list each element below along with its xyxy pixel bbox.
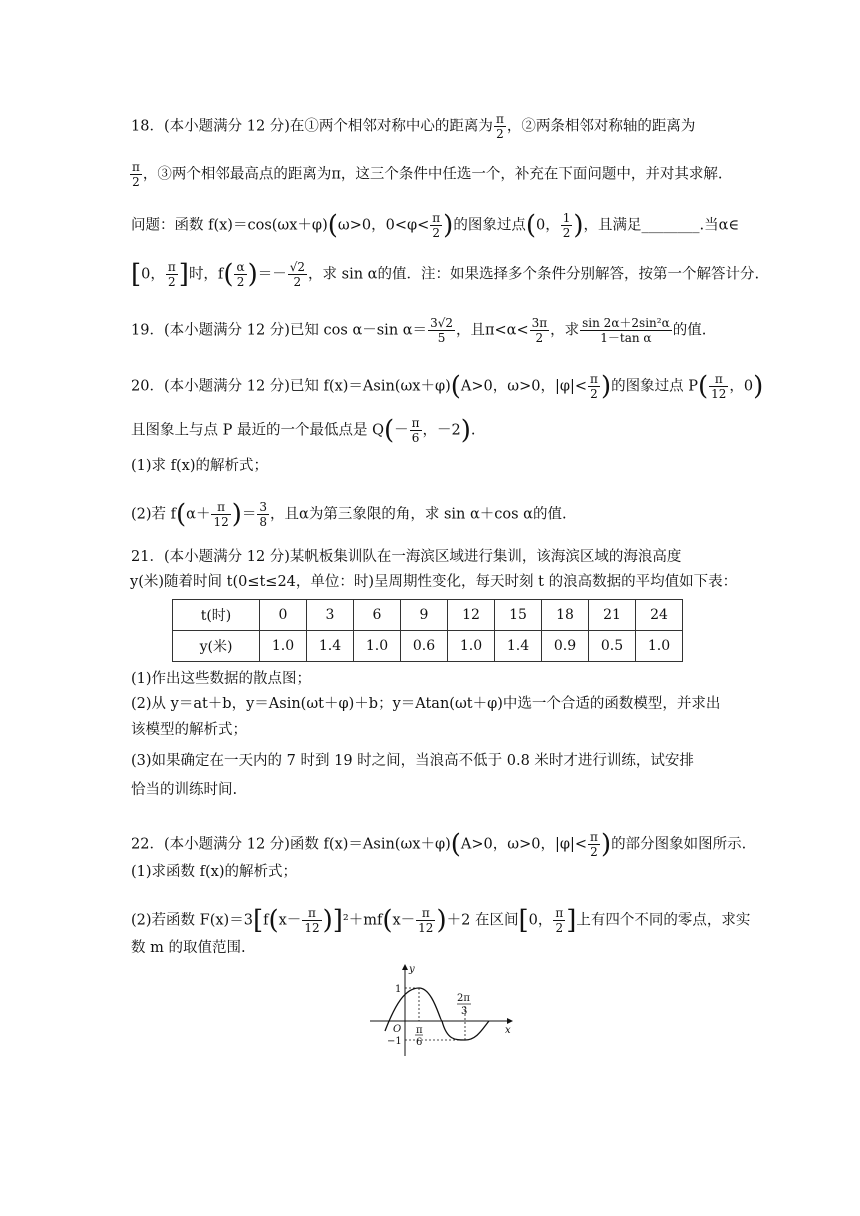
- table-cell: 0.6: [401, 631, 448, 662]
- tick-x1-den: 6: [416, 1037, 423, 1048]
- y-axis-arrow: [402, 964, 408, 970]
- q18-line1: [131, 112, 731, 141]
- table-cell: 1.4: [495, 631, 542, 662]
- table-cell: 0: [260, 600, 307, 631]
- table-cell: 0.9: [542, 631, 589, 662]
- fraction: $\frac{\pi}{2}$: [495, 112, 504, 141]
- q21-sub2a: (2)从 y＝at＋b，y＝Asin(ωt＋φ)＋b；y＝Atan(ωt＋φ)中选一个合适的函数模型，并求出: [131, 696, 721, 712]
- q21-line2: y(米)随着时间 t(0≤t≤24，单位：时)呈周期性变化，每天时刻 t 的浪高数据的平均值如下表：: [130, 574, 738, 590]
- table-row: [173, 600, 683, 631]
- text: ，②两条相邻对称轴的距离为: [506, 118, 696, 135]
- q22-sub1: (1)求函数 f(x)的解析式；: [131, 864, 298, 880]
- q22-line1: 22．(本小题满分 12 分)函数 f(x)＝Asin(ωx＋φ)(A>0，ω>0，|φ|< $\frac{\pi}{2}$ )的部分图象如图所示.: [131, 829, 747, 860]
- origin-label: O: [393, 1024, 402, 1035]
- wave-height-table: [172, 599, 683, 662]
- q20-line2: 且图象上与点 P 最近的一个最低点是 Q(－ $\frac{\pi}{6}$ ，－2).: [131, 415, 476, 446]
- table-header-cell: t(时): [173, 600, 260, 631]
- table-cell: 1.4: [307, 631, 354, 662]
- table-cell: 12: [448, 600, 495, 631]
- tick-x2-num: 2π: [457, 993, 470, 1004]
- q21-sub1: (1)作出这些数据的散点图；: [131, 671, 312, 687]
- table-cell: 1.0: [636, 631, 683, 662]
- q21-sub3a: (3)如果确定在一天内的 7 时到 19 时之间，当浪高不低于 0.8 米时才进行训练，试安排: [131, 753, 694, 769]
- q21-sub2b: 该模型的解析式；: [131, 722, 247, 738]
- q22-sub2: (2)若函数 F(x)＝3[f(x－ $\frac{\pi}{12}$ )]²＋mf(x－ $\frac{\pi}{12}$ )＋2 在区间[0， $\frac{\pi}{2}$ ]上有四个不同的零点，求实: [131, 905, 751, 936]
- table-cell: 15: [495, 600, 542, 631]
- sine-graph-figure: [365, 960, 515, 1060]
- q21-line1: 21．(本小题满分 12 分)某帆板集训队在一海滨区域进行集训，该海滨区域的海浪高度: [131, 549, 682, 565]
- tick-y-neg: −1: [387, 1036, 402, 1047]
- tick-y-pos: 1: [395, 984, 402, 995]
- tick-x1-num: π: [416, 1025, 423, 1036]
- table-row: [173, 631, 683, 662]
- q19-line: 19．(本小题满分 12 分)已知 cos α－sin α＝ $\frac{3√2}{5}$ ，且π<α< $\frac{3\pi}{2}$ ，求 $\frac{\text{sin 2α＋2sin²α}}{\text{1－tan α}}$ 的值.: [131, 316, 707, 345]
- text: ，③两个相邻最高点的距离为π，这三个条件中任选一个，补充在下面问题中，并对其求解.: [142, 166, 723, 183]
- table-cell: 21: [589, 600, 636, 631]
- fraction: $\frac{\pi}{2}$: [132, 160, 140, 189]
- q18-line4: [0， $\frac{\pi}{2}$ ]时，f( $\frac{\alpha}{2}$ )＝－ $\frac{√2}{2}$ ，求 sin α的值．注：如果选择多个条件分别解答，按第一个解答计分.: [131, 259, 760, 290]
- q20-sub1: (1)求 f(x)的解析式；: [131, 458, 269, 474]
- table-cell: 0.5: [589, 631, 636, 662]
- q18-line3: 问题：函数 f(x)＝cos(ωx＋φ)(ω>0，0<φ< $\frac{\pi}{2}$ )的图象过点(0， $\frac{1}{2}$ )，且满足________.当α∈: [131, 210, 740, 241]
- table-cell: 6: [354, 600, 401, 631]
- table-cell: 1.0: [260, 631, 307, 662]
- q18-line2: [129, 160, 729, 189]
- table-cell: 3: [307, 600, 354, 631]
- q22-sub2-cont: 数 m 的取值范围.: [131, 940, 246, 956]
- table-cell: 24: [636, 600, 683, 631]
- tick-x2-den: 3: [461, 1006, 468, 1017]
- table-cell: 1.0: [448, 631, 495, 662]
- x-axis-arrow: [507, 1018, 513, 1024]
- table-cell: 9: [401, 600, 448, 631]
- q21-sub3b: 恰当的训练时间.: [131, 782, 238, 798]
- x-axis-label: x: [505, 1025, 511, 1036]
- y-axis-label: y: [409, 964, 415, 975]
- table-cell: 1.0: [354, 631, 401, 662]
- text: 18．(本小题满分 12 分)在①两个相邻对称中心的距离为: [131, 118, 493, 135]
- table-cell: 18: [542, 600, 589, 631]
- q20-line1: 20．(本小题满分 12 分)已知 f(x)＝Asin(ωx＋φ)(A>0，ω>0，|φ|< $\frac{\pi}{2}$ )的图象过点 P( $\frac{\pi}{12}$ ，0): [131, 371, 764, 402]
- table-header-cell: y(米): [173, 631, 260, 662]
- q20-sub2: (2)若 f(α＋ $\frac{\pi}{12}$ )＝ $\frac{3}{8}$ ，且α为第三象限的角，求 sin α＋cos α的值.: [131, 499, 567, 530]
